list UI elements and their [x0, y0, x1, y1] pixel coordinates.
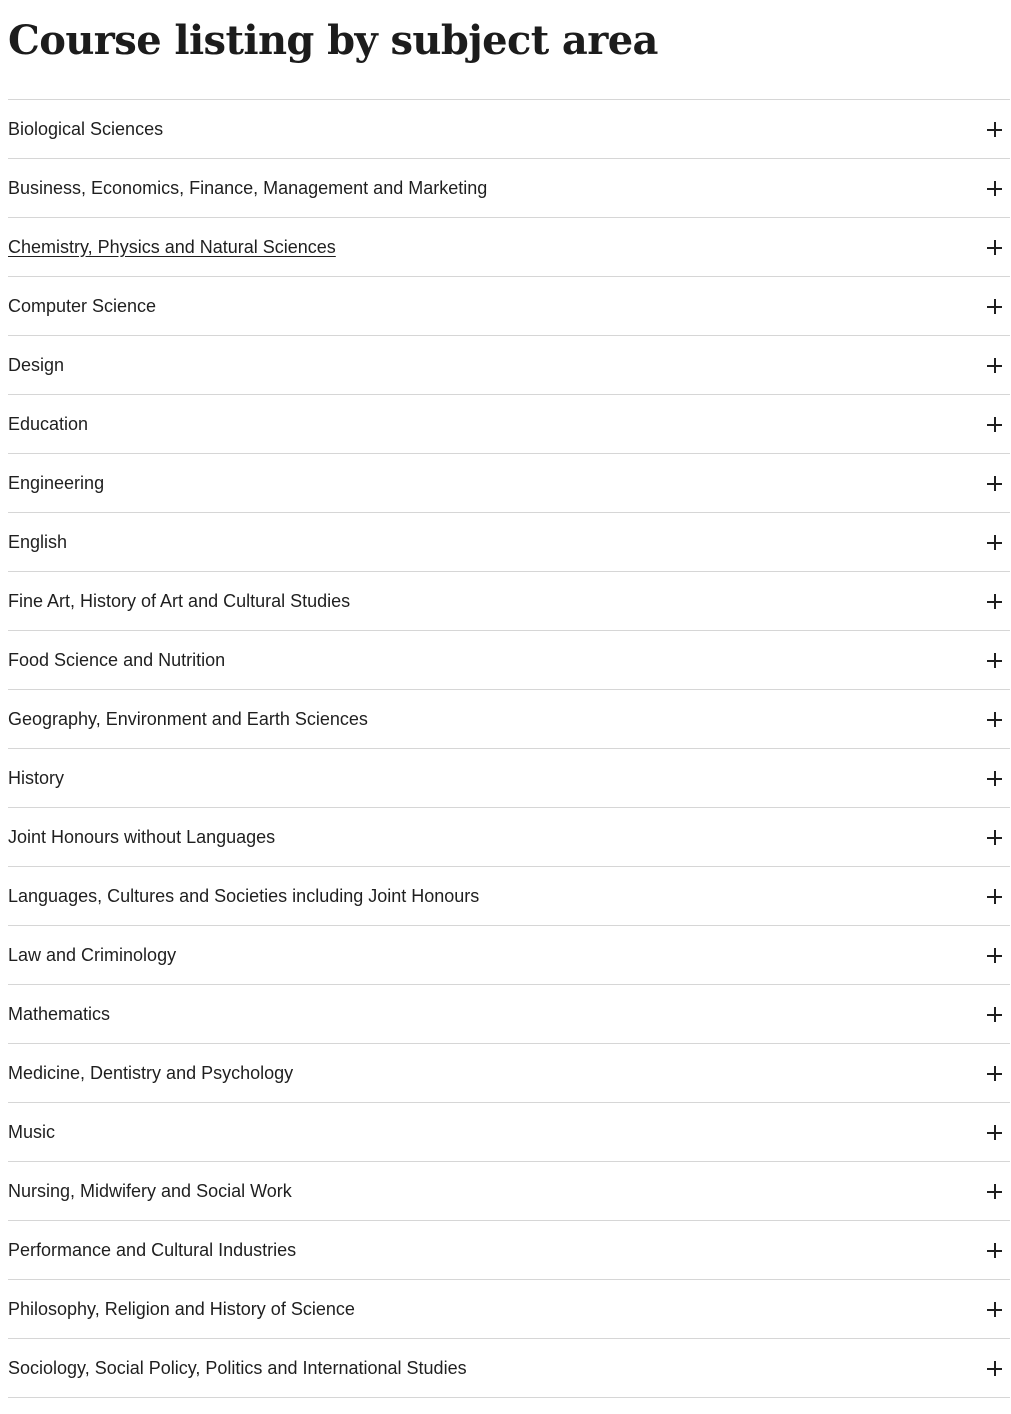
accordion-item-label: Engineering [8, 472, 105, 493]
accordion-item-label: Mathematics [8, 1003, 111, 1024]
accordion-item-music[interactable] [8, 1103, 1010, 1162]
accordion-item-label: Business, Economics, Finance, Management and Marketing [8, 177, 488, 198]
plus-icon[interactable] [987, 181, 1002, 196]
plus-icon[interactable] [987, 594, 1002, 609]
accordion-item-geography[interactable] [8, 690, 1010, 749]
plus-icon[interactable] [987, 1302, 1002, 1317]
accordion-item-law[interactable] [8, 926, 1010, 985]
accordion-item-fine-art[interactable] [8, 572, 1010, 631]
accordion-item-biological-sciences[interactable] [8, 100, 1010, 159]
plus-icon[interactable] [987, 948, 1002, 963]
accordion-item-joint-honours[interactable] [8, 808, 1010, 867]
accordion-item-chemistry-physics[interactable] [8, 218, 1010, 277]
accordion-item-sociology[interactable] [8, 1339, 1010, 1398]
plus-icon[interactable] [987, 1361, 1002, 1376]
accordion-item-label: Biological Sciences [8, 118, 164, 139]
accordion-item-label: Medicine, Dentistry and Psychology [8, 1062, 294, 1083]
accordion-item-label: Computer Science [8, 295, 157, 316]
plus-icon[interactable] [987, 830, 1002, 845]
plus-icon[interactable] [987, 653, 1002, 668]
accordion-item-label: Music [8, 1121, 56, 1142]
accordion-item-nursing[interactable] [8, 1162, 1010, 1221]
accordion-item-label: Sociology, Social Policy, Politics and International Studies [8, 1357, 467, 1378]
accordion-item-performance[interactable] [8, 1221, 1010, 1280]
accordion-item-computer-science[interactable] [8, 277, 1010, 336]
accordion-item-label: Nursing, Midwifery and Social Work [8, 1180, 292, 1201]
plus-icon[interactable] [987, 299, 1002, 314]
accordion-item-mathematics[interactable] [8, 985, 1010, 1044]
accordion-item-label: Food Science and Nutrition [8, 649, 226, 670]
plus-icon[interactable] [987, 122, 1002, 137]
plus-icon[interactable] [987, 1066, 1002, 1081]
accordion-item-medicine[interactable] [8, 1044, 1010, 1103]
plus-icon[interactable] [987, 1125, 1002, 1140]
plus-icon[interactable] [987, 712, 1002, 727]
plus-icon[interactable] [987, 771, 1002, 786]
plus-icon[interactable] [987, 476, 1002, 491]
accordion-item-design[interactable] [8, 336, 1010, 395]
accordion-item-label: Law and Criminology [8, 944, 177, 965]
plus-icon[interactable] [987, 535, 1002, 550]
plus-icon[interactable] [987, 417, 1002, 432]
accordion-item-label: English [8, 531, 68, 552]
plus-icon[interactable] [987, 1184, 1002, 1199]
accordion-item-history[interactable] [8, 749, 1010, 808]
plus-icon[interactable] [987, 889, 1002, 904]
accordion-item-label: Languages, Cultures and Societies including Joint Honours [8, 885, 480, 906]
accordion-item-label: Geography, Environment and Earth Sciences [8, 708, 368, 729]
subject-accordion [8, 99, 1010, 1398]
accordion-item-label: Chemistry, Physics and Natural Sciences [8, 236, 336, 257]
page-title: Course listing by subject area [8, 17, 658, 64]
accordion-item-label: Design [8, 354, 65, 375]
accordion-item-education[interactable] [8, 395, 1010, 454]
accordion-item-english[interactable] [8, 513, 1010, 572]
accordion-item-label: Performance and Cultural Industries [8, 1239, 297, 1260]
accordion-item-label: Education [8, 413, 89, 434]
accordion-item-label: Fine Art, History of Art and Cultural Studies [8, 590, 351, 611]
accordion-item-label: History [8, 767, 65, 788]
plus-icon[interactable] [987, 1007, 1002, 1022]
accordion-item-engineering[interactable] [8, 454, 1010, 513]
plus-icon[interactable] [987, 240, 1002, 255]
accordion-item-languages[interactable] [8, 867, 1010, 926]
plus-icon[interactable] [987, 358, 1002, 373]
accordion-item-philosophy[interactable] [8, 1280, 1010, 1339]
accordion-item-food-science[interactable] [8, 631, 1010, 690]
accordion-item-label: Philosophy, Religion and History of Science [8, 1298, 355, 1319]
plus-icon[interactable] [987, 1243, 1002, 1258]
accordion-item-label: Joint Honours without Languages [8, 826, 276, 847]
accordion-item-business[interactable] [8, 159, 1010, 218]
